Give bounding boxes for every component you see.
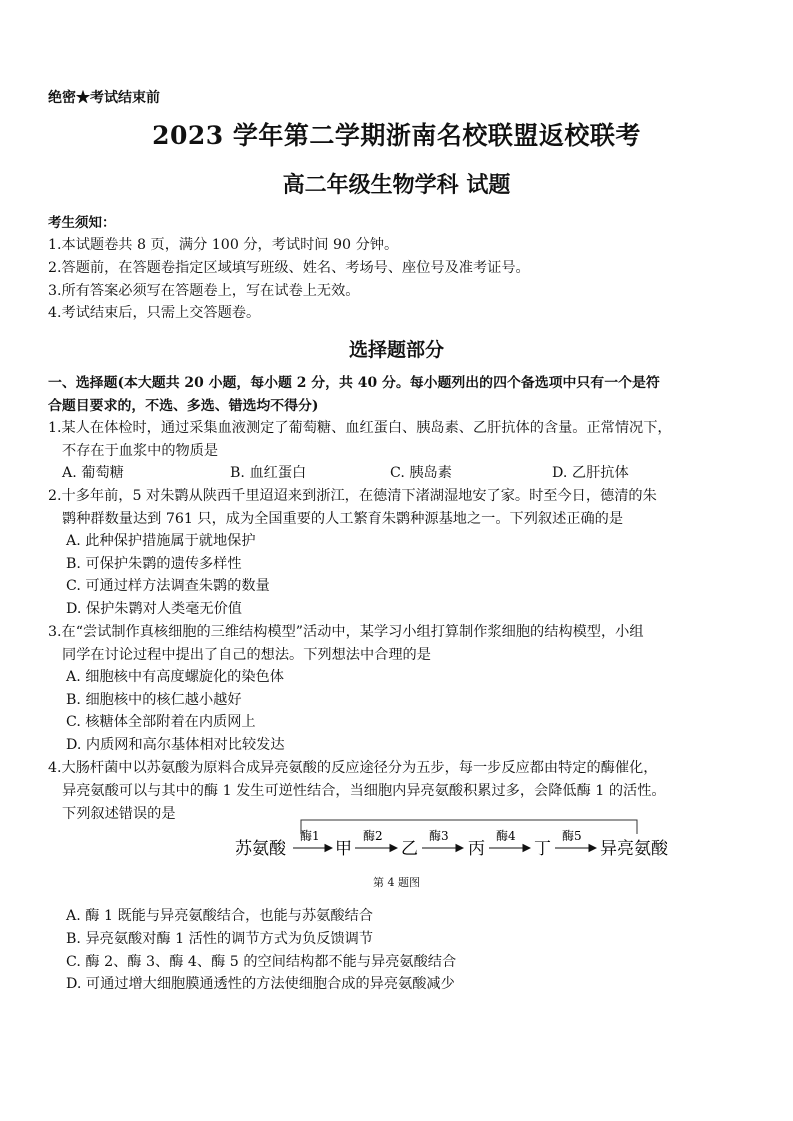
question-4-option-d: D. 可通过增大细胞膜通透性的方法使细胞合成的异亮氨酸减少 bbox=[66, 976, 455, 992]
notice-item: 4.考试结束后，只需上交答题卷。 bbox=[48, 305, 261, 321]
question-2-option-a: A. 此种保护措施属于就地保护 bbox=[66, 533, 256, 549]
question-4-option-a: A. 酶 1 既能与异亮氨酸结合，也能与苏氨酸结合 bbox=[66, 908, 373, 924]
pathway-node: 丙 bbox=[468, 839, 485, 859]
notice-item: 2.答题前，在答题卷指定区域填写班级、姓名、考场号、座位号及准考证号。 bbox=[48, 260, 530, 276]
question-1-option-c: C. 胰岛素 bbox=[390, 465, 452, 481]
enzyme-label: 酶5 bbox=[562, 829, 582, 843]
pathway-node: 丁 bbox=[534, 839, 551, 859]
question-2-stem: 2.十多年前，5 对朱鹮从陕西千里迢迢来到浙江，在德清下渚湖湿地安了家。时至今日，德清的朱 bbox=[48, 488, 657, 504]
section-title: 选择题部分 bbox=[348, 339, 444, 361]
exam-title: 2023 学年第二学期浙南名校联盟返校联考 bbox=[152, 121, 641, 150]
question-2-option-b: B. 可保护朱鹮的遗传多样性 bbox=[66, 556, 242, 572]
question-1-option-a: A. 葡萄糖 bbox=[62, 465, 124, 481]
question-2-option-d: D. 保护朱鹮对人类毫无价值 bbox=[66, 601, 242, 617]
question-3-option-b: B. 细胞核中的核仁越小越好 bbox=[66, 692, 242, 708]
notice-item: 1.本试题卷共 8 页，满分 100 分，考试时间 90 分钟。 bbox=[48, 237, 399, 253]
question-3-stem: 3.在“尝试制作真核细胞的三维结构模型”活动中，某学习小组打算制作浆细胞的结构模型，小组 bbox=[48, 624, 644, 640]
question-2-option-c: C. 可通过样方法调查朱鹮的数量 bbox=[66, 578, 270, 594]
enzyme-label: 酶1 bbox=[300, 829, 320, 843]
feedback-line bbox=[301, 820, 637, 834]
enzyme-label: 酶3 bbox=[429, 829, 449, 843]
pathway-node: 乙 bbox=[401, 839, 418, 859]
pathway-node: 甲 bbox=[335, 839, 352, 859]
question-4-option-b: B. 异亮氨酸对酶 1 活性的调节方式为负反馈调节 bbox=[66, 931, 374, 947]
notice-item: 3.所有答案必须写在答题卷上，写在试卷上无效。 bbox=[48, 283, 360, 299]
question-1-option-d: D. 乙肝抗体 bbox=[552, 465, 629, 481]
enzyme-label: 酶4 bbox=[496, 829, 516, 843]
confidential-label: 绝密★考试结束前 bbox=[48, 90, 160, 106]
question-3-option-a: A. 细胞核中有高度螺旋化的染色体 bbox=[66, 669, 284, 685]
pathway-end: 异亮氨酸 bbox=[600, 839, 668, 859]
question-4-stem: 4.大肠杆菌中以苏氨酸为原料合成异亮氨酸的反应途径分为五步，每一步反应都由特定的酶催化， bbox=[48, 760, 658, 776]
question-4-stem: 下列叙述错误的是 bbox=[62, 806, 176, 822]
question-1-option-b: B. 血红蛋白 bbox=[230, 465, 307, 481]
exam-subtitle: 高二年级生物学科 试题 bbox=[282, 172, 511, 198]
question-1-stem: 不存在于血浆中的物质是 bbox=[62, 443, 219, 459]
question-3-stem: 同学在讨论过程中提出了自己的想法。下列想法中合理的是 bbox=[62, 647, 431, 663]
question-4-stem: 异亮氨酸可以与其中的酶 1 发生可逆性结合，当细胞内异亮氨酸积累过多，会降低酶 1 的活性。 bbox=[62, 783, 666, 799]
figure-caption: 第 4 题图 bbox=[373, 876, 420, 889]
pathway-figure bbox=[225, 812, 685, 872]
question-3-option-c: C. 核糖体全部附着在内质网上 bbox=[66, 714, 256, 730]
question-4-option-c: C. 酶 2、酶 3、酶 4、酶 5 的空间结构都不能与异亮氨酸结合 bbox=[66, 954, 457, 970]
enzyme-label: 酶2 bbox=[363, 829, 383, 843]
question-2-stem: 鹮种群数量达到 761 只，成为全国重要的人工繁育朱鹮种源基地之一。下列叙述正确的是 bbox=[62, 511, 624, 527]
section-intro: 合题目要求的，不选、多选、错选均不得分) bbox=[48, 398, 319, 414]
question-3-option-d: D. 内质网和高尔基体相对比较发达 bbox=[66, 737, 285, 753]
section-intro: 一、选择题(本大题共 20 小题，每小题 2 分，共 40 分。每小题列出的四个备选项中只有一个是符 bbox=[48, 375, 660, 391]
question-1-stem: 1.某人在体检时，通过采集血液测定了葡萄糖、血红蛋白、胰岛素、乙肝抗体的含量。正常情况下， bbox=[48, 420, 672, 436]
notice-heading: 考生须知： bbox=[48, 215, 116, 231]
pathway-start: 苏氨酸 bbox=[235, 839, 286, 859]
